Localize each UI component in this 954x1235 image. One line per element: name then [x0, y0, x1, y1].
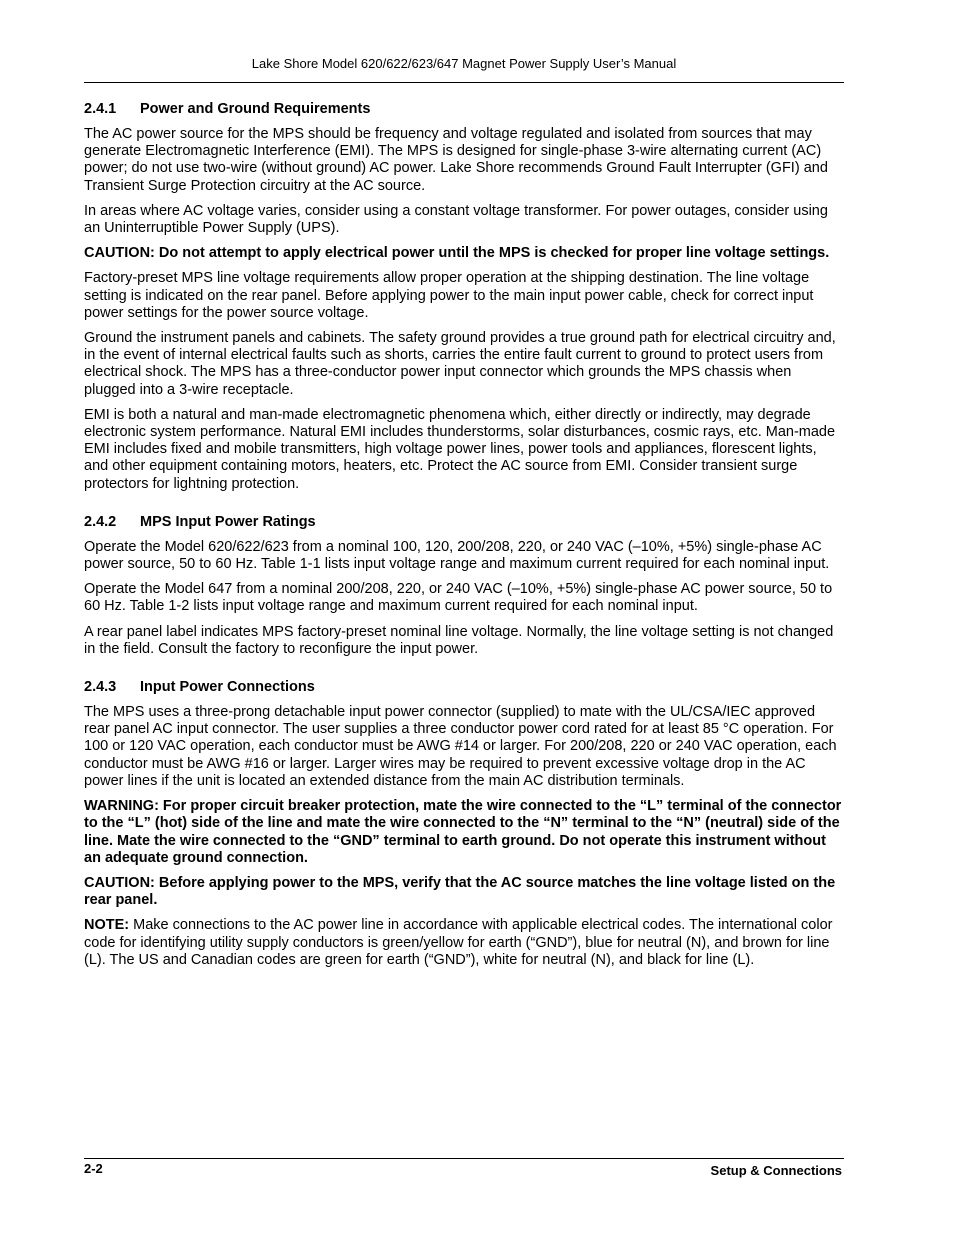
section-mps-input-power-ratings — [84, 514, 844, 658]
section-heading — [84, 679, 844, 696]
note-paragraph — [84, 917, 844, 969]
paragraph: The MPS uses a three-prong detachable input power connector (supplied) to mate with the UL/CSA/IEC approved rear panel AC input connector. The user supplies a three conductor power cord rated for at least 85 °C operation. For 100 or 120 VAC operation, each conductor must be AWG #14 or larger. For 200/208, 220 or 240 VAC operation, each conductor must be AWG #16 or larger. Larger wires may be required to prevent excessive voltage drop in the AC power lines if the unit is located an extended distance from the main AC distribution terminals. — [84, 704, 837, 789]
footer-rule — [84, 1158, 844, 1159]
running-header: Lake Shore Model 620/622/623/647 Magnet Power Supply User’s Manual — [251, 56, 677, 71]
paragraph: EMI is both a natural and man-made electromagnetic phenomena which, either directly or indirectly, may degrade electronic system performance. Natural EMI includes thunderstorms, solar disturbances, cosmic rays, etc. Man-made EMI includes fixed and mobile transmitters, high voltage power lines, power tools and appliances, florescent lights, and other equipment containing motors, heaters, etc. Protect the AC source from EMI. Consider transient surge protectors for lightning protection. — [84, 406, 836, 492]
section-title: Input Power Connections — [140, 679, 315, 696]
section-title: Power and Ground Requirements — [140, 101, 371, 117]
header-rule — [84, 82, 844, 83]
section-title: MPS Input Power Ratings — [140, 513, 316, 530]
section-number: 2.4.2 — [84, 513, 117, 530]
paragraph: Operate the Model 620/622/623 from a nominal 100, 120, 200/208, 220, or 240 VAC (–10%, +5%) single-phase AC power source, 50 to 60 Hz. Table 1-1 lists input voltage range and maximum current required for each nominal input. — [84, 538, 830, 573]
note-text: Make connections to the AC power line in accordance with applicable electrical codes. The international color code for identifying utility supply conductors is green/yellow for earth (“GND”), blue for neutral (N), and brown for line (L). The US and Canadian codes are green for earth (“GND”), white for neutral (N), and black for line (L). — [84, 917, 833, 968]
section-heading — [84, 514, 844, 531]
paragraph: A rear panel label indicates MPS factory-preset nominal line voltage. Normally, the line voltage setting is not changed in the field. Consult the factory to reconfigure the input power. — [84, 623, 834, 657]
page-content — [84, 101, 844, 990]
page-number: 2-2 — [84, 1161, 103, 1176]
section-input-power-connections — [84, 679, 844, 969]
warning-paragraph: WARNING: For proper circuit breaker protection, mate the wire connected to the “L” terminal of the connector to the “L” (hot) side of the line and mate the wire connected to the “N” terminal to the “N” (neutral) side of the line. Mate the wire connected to the “GND” terminal to earth ground. Do not operate this instrument without an adequate ground connection. — [84, 798, 842, 866]
section-power-ground-requirements — [84, 101, 844, 493]
caution-paragraph: CAUTION: Before applying power to the MPS, verify that the AC source matches the line voltage listed on the rear panel. — [84, 874, 836, 909]
paragraph: Operate the Model 647 from a nominal 200/208, 220, or 240 VAC (–10%, +5%) single-phase AC power source, 50 to 60 Hz. Table 1-2 lists input voltage range and maximum current required for each nominal input. — [84, 581, 833, 615]
section-heading — [84, 101, 844, 118]
paragraph: In areas where AC voltage varies, consider using a constant voltage transformer. For power outages, consider using an Uninterruptible Power Supply (UPS). — [84, 202, 828, 237]
paragraph: Factory-preset MPS line voltage requirements allow proper operation at the shipping destination. The line voltage setting is indicated on the rear panel. Before applying power to the main input power cable, check for correct input power settings for the power source voltage. — [84, 270, 814, 321]
section-number: 2.4.1 — [84, 101, 117, 117]
caution-paragraph: CAUTION: Do not attempt to apply electrical power until the MPS is checked for proper line voltage settings. — [84, 245, 830, 262]
note-label: NOTE: — [84, 917, 130, 934]
section-number: 2.4.3 — [84, 679, 117, 696]
chapter-title: Setup & Connections — [710, 1163, 842, 1178]
paragraph: The AC power source for the MPS should be frequency and voltage regulated and isolated from sources that may generate Electromagnetic Interference (EMI). The MPS is designed for single-phase 3-wire alternating current (AC) power; do not use two-wire (without ground) AC power. Lake Shore recommends Ground Fault Interrupter (GFI) and Transient Surge Protection circuitry at the AC source. — [84, 126, 828, 194]
paragraph: Ground the instrument panels and cabinets. The safety ground provides a true ground path for electrical circuitry and, in the event of internal electrical faults such as shorts, carries the entire fault current to ground to protect users from electrical shock. The MPS has a three-conductor power input connector which grounds the MPS chassis when plugged into a 3-wire receptacle. — [84, 330, 836, 398]
